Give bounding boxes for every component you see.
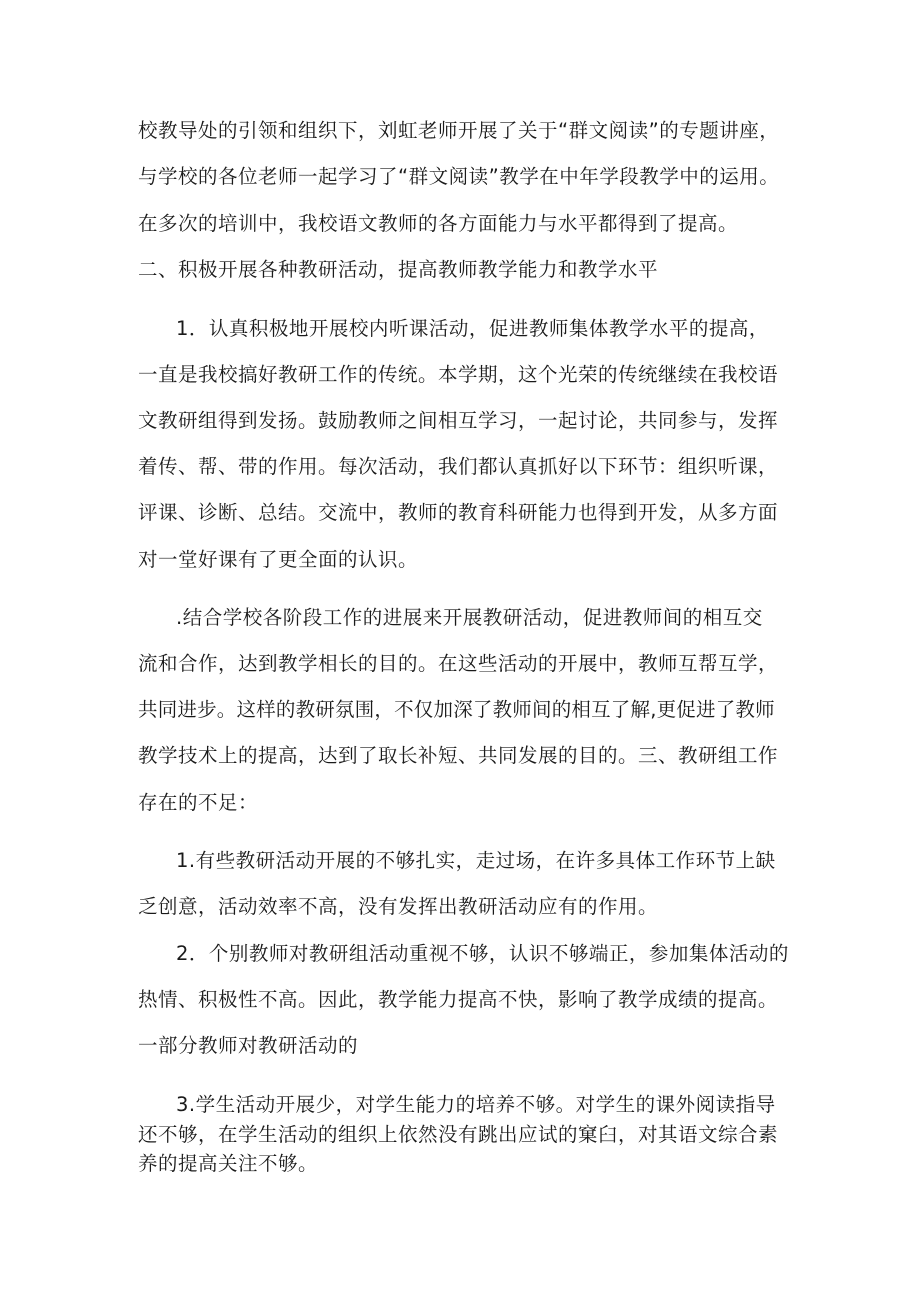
section-heading: 二、积极开展各种教研活动，提高教师教学能力和教学水平 [138, 258, 659, 281]
paragraph-line: 流和合作，达到教学相长的目的。在这些活动的开展中，教师互帮互学， [138, 652, 779, 675]
paragraph-line: .结合学校各阶段工作的进展来开展教研活动，促进教师间的相互交 [176, 606, 763, 629]
paragraph-line: 校教导处的引领和组织下，刘虹老师开展了关于“群文阅读”的专题讲座， [138, 119, 780, 142]
paragraph-line: 存在的不足： [138, 791, 259, 814]
paragraph-line: 3.学生活动开展少，对学生能力的培养不够。对学生的课外阅读指导 [176, 1093, 776, 1116]
paragraph-line: 在多次的培训中，我校语文教师的各方面能力与水平都得到了提高。 [138, 212, 739, 235]
paragraph-line: 教学技术上的提高，达到了取长补短、共同发展的目的。三、教研组工作 [138, 744, 779, 767]
paragraph-line: 评课、诊断、总结。交流中，教师的教育科研能力也得到开发，从多方面 [138, 501, 779, 524]
paragraph-line: 一部分教师对教研活动的 [138, 1034, 359, 1057]
paragraph-line: 对一堂好课有了更全面的认识。 [138, 548, 419, 571]
paragraph-line: 着传、帮、带的作用。每次活动，我们都认真抓好以下环节：组织听课， [138, 455, 779, 478]
paragraph-line: 还不够，在学生活动的组织上依然没有跳出应试的窠臼，对其语文综合素 [138, 1123, 779, 1146]
paragraph-line: 乏创意，活动效率不高，没有发挥出教研活动应有的作用。 [138, 895, 659, 918]
paragraph-line: 2．个别教师对教研组活动重视不够，认识不够端正，参加集体活动的 [176, 942, 789, 965]
paragraph-line: 热情、积极性不高。因此，教学能力提高不快，影响了教学成绩的提高。 [138, 988, 779, 1011]
paragraph-line: 共同进步。这样的教研氛围，不仅加深了教师间的相互了解,更促进了教师 [138, 698, 775, 721]
paragraph-line: 与学校的各位老师一起学习了“群文阅读”教学在中年学段教学中的运用。 [138, 165, 780, 188]
paragraph-line: 一直是我校搞好教研工作的传统。本学期，这个光荣的传统继续在我校语 [138, 363, 779, 386]
paragraph-line: 1．认真积极地开展校内听课活动，促进教师集体教学水平的提高， [176, 317, 769, 340]
paragraph-line: 养的提高关注不够。 [138, 1152, 319, 1175]
paragraph-line: 文教研组得到发扬。鼓励教师之间相互学习，一起讨论，共同参与，发挥 [138, 409, 779, 432]
paragraph-line: 1.有些教研活动开展的不够扎实，走过场，在许多具体工作环节上缺 [176, 849, 776, 872]
